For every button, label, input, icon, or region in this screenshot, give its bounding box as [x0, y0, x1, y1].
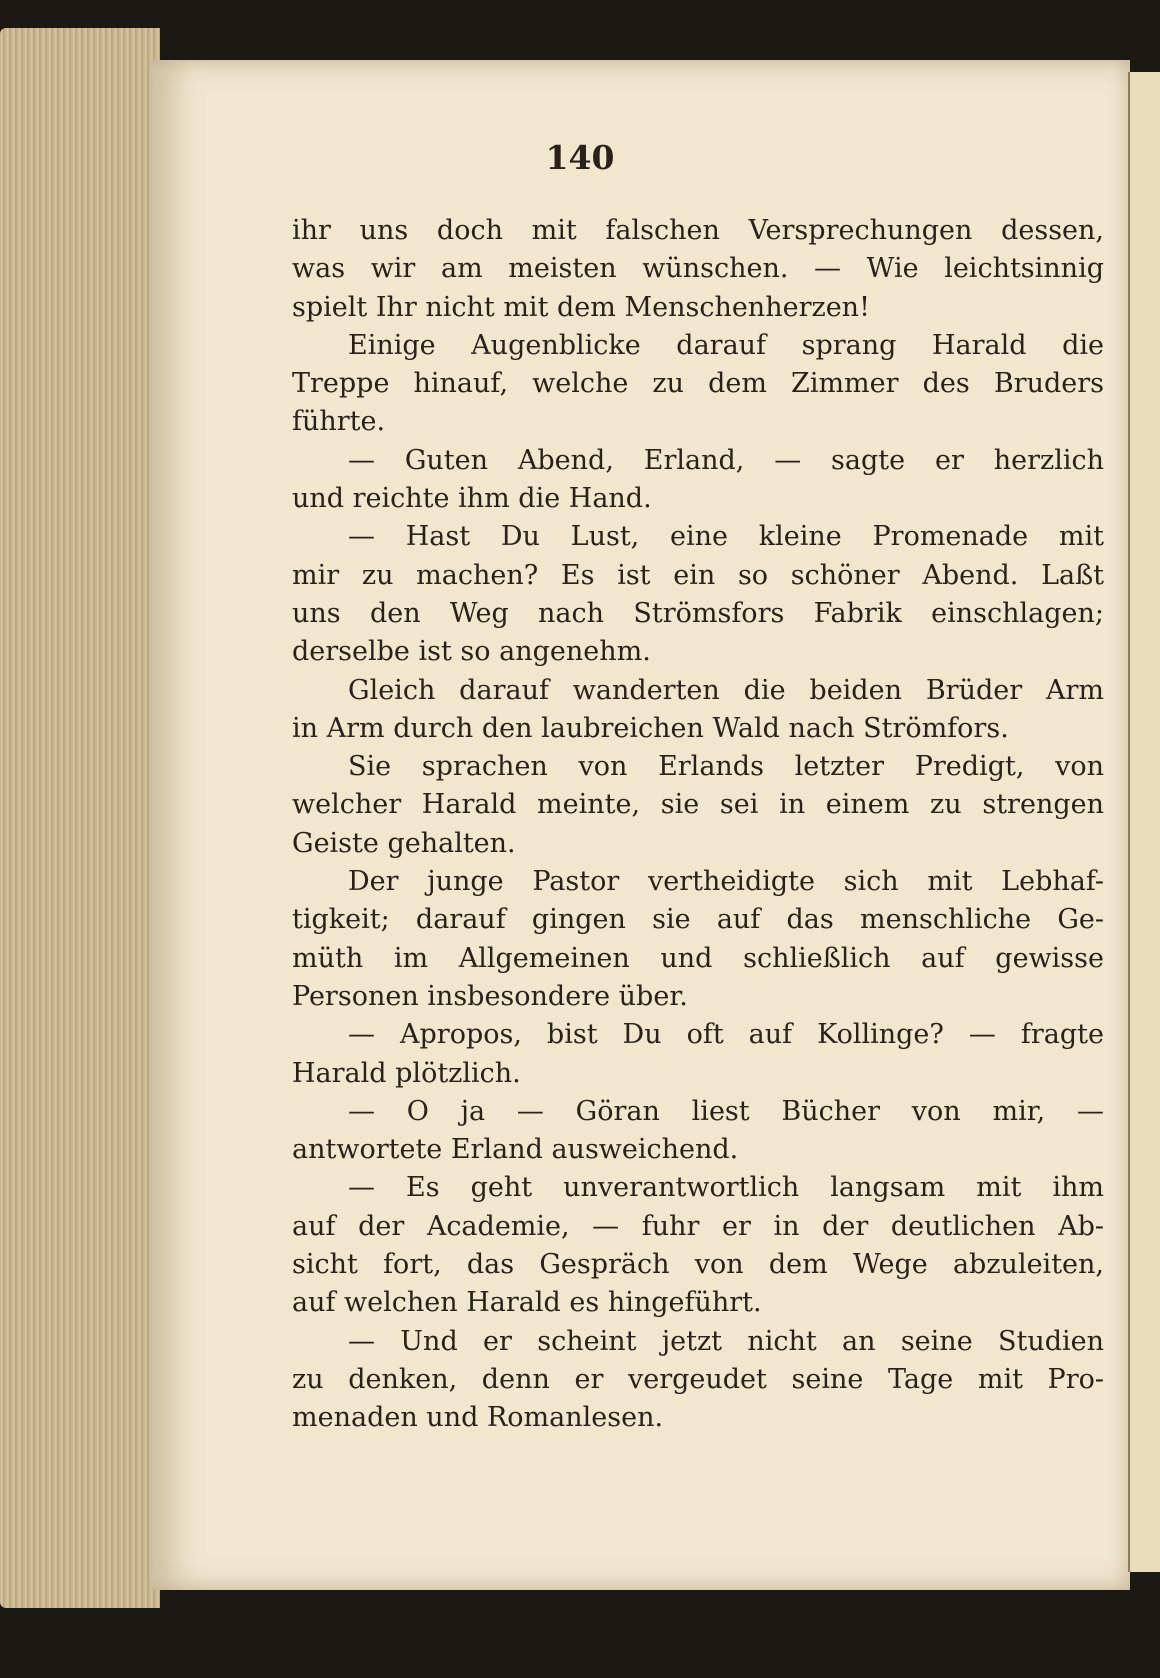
text-line: Treppe hinauf, welche zu dem Zimmer des Bruders: [292, 368, 1104, 400]
text-line: welcher Harald meinte, sie sei in einem zu strengen: [292, 789, 1104, 821]
text-line: Geiste gehalten.: [292, 827, 516, 859]
text-line: — O ja — Göran liest Bücher von mir, —: [348, 1095, 1104, 1127]
text-line: Gleich darauf wanderten die beiden Brüder Arm: [348, 674, 1104, 706]
text-line: müth im Allgemeinen und schließlich auf gewisse: [292, 942, 1104, 974]
text-line: uns den Weg nach Strömsfors Fabrik einschlagen;: [292, 597, 1104, 629]
text-line: — Es geht unverantwortlich langsam mit ihm: [348, 1172, 1104, 1204]
text-line: spielt Ihr nicht mit dem Menschenherzen!: [292, 291, 870, 323]
text-line: Einige Augenblicke darauf sprang Harald die: [348, 329, 1104, 361]
text-line: Personen insbesondere über.: [292, 980, 688, 1012]
text-line: tigkeit; darauf gingen sie auf das menschliche Ge-: [292, 904, 1104, 936]
page-edges: [0, 28, 160, 1608]
page-number: 140: [545, 138, 615, 177]
text-line: führte.: [292, 406, 386, 438]
text-line: Sie sprachen von Erlands letzter Predigt, von: [348, 751, 1104, 783]
text-line: antwortete Erland ausweichend.: [292, 1134, 739, 1166]
facing-page-rim: [1128, 72, 1160, 1572]
text-line: — Guten Abend, Erland, — sagte er herzlich: [348, 444, 1104, 476]
text-line: in Arm durch den laubreichen Wald nach Strömfors.: [292, 712, 1009, 744]
text-line: — Und er scheint jetzt nicht an seine Studien: [348, 1325, 1104, 1357]
text-line: auf der Academie, — fuhr er in der deutlichen Ab-: [292, 1210, 1104, 1242]
text-line: — Apropos, bist Du oft auf Kollinge? — fragte: [348, 1019, 1104, 1051]
text-line: Der junge Pastor vertheidigte sich mit Lebhaf-: [348, 866, 1104, 898]
text-line: sicht fort, das Gespräch von dem Wege abzuleiten,: [292, 1249, 1104, 1281]
text-line: mir zu machen? Es ist ein so schöner Abend. Laßt: [292, 559, 1104, 591]
text-line: derselbe ist so angenehm.: [292, 636, 651, 668]
text-line: Harald plötzlich.: [292, 1057, 521, 1089]
text-line: was wir am meisten wünschen. — Wie leichtsinnig: [292, 253, 1104, 285]
text-line: ihr uns doch mit falschen Versprechungen dessen,: [292, 215, 1104, 246]
text-line: menaden und Romanlesen.: [292, 1402, 664, 1434]
text-line: auf welchen Harald es hingeführt.: [292, 1287, 762, 1319]
text-line: und reichte ihm die Hand.: [292, 483, 652, 515]
body-text: [292, 212, 1104, 1438]
text-line: zu denken, denn er vergeudet seine Tage mit Pro-: [292, 1363, 1104, 1395]
text-line: — Hast Du Lust, eine kleine Promenade mit: [348, 521, 1104, 553]
